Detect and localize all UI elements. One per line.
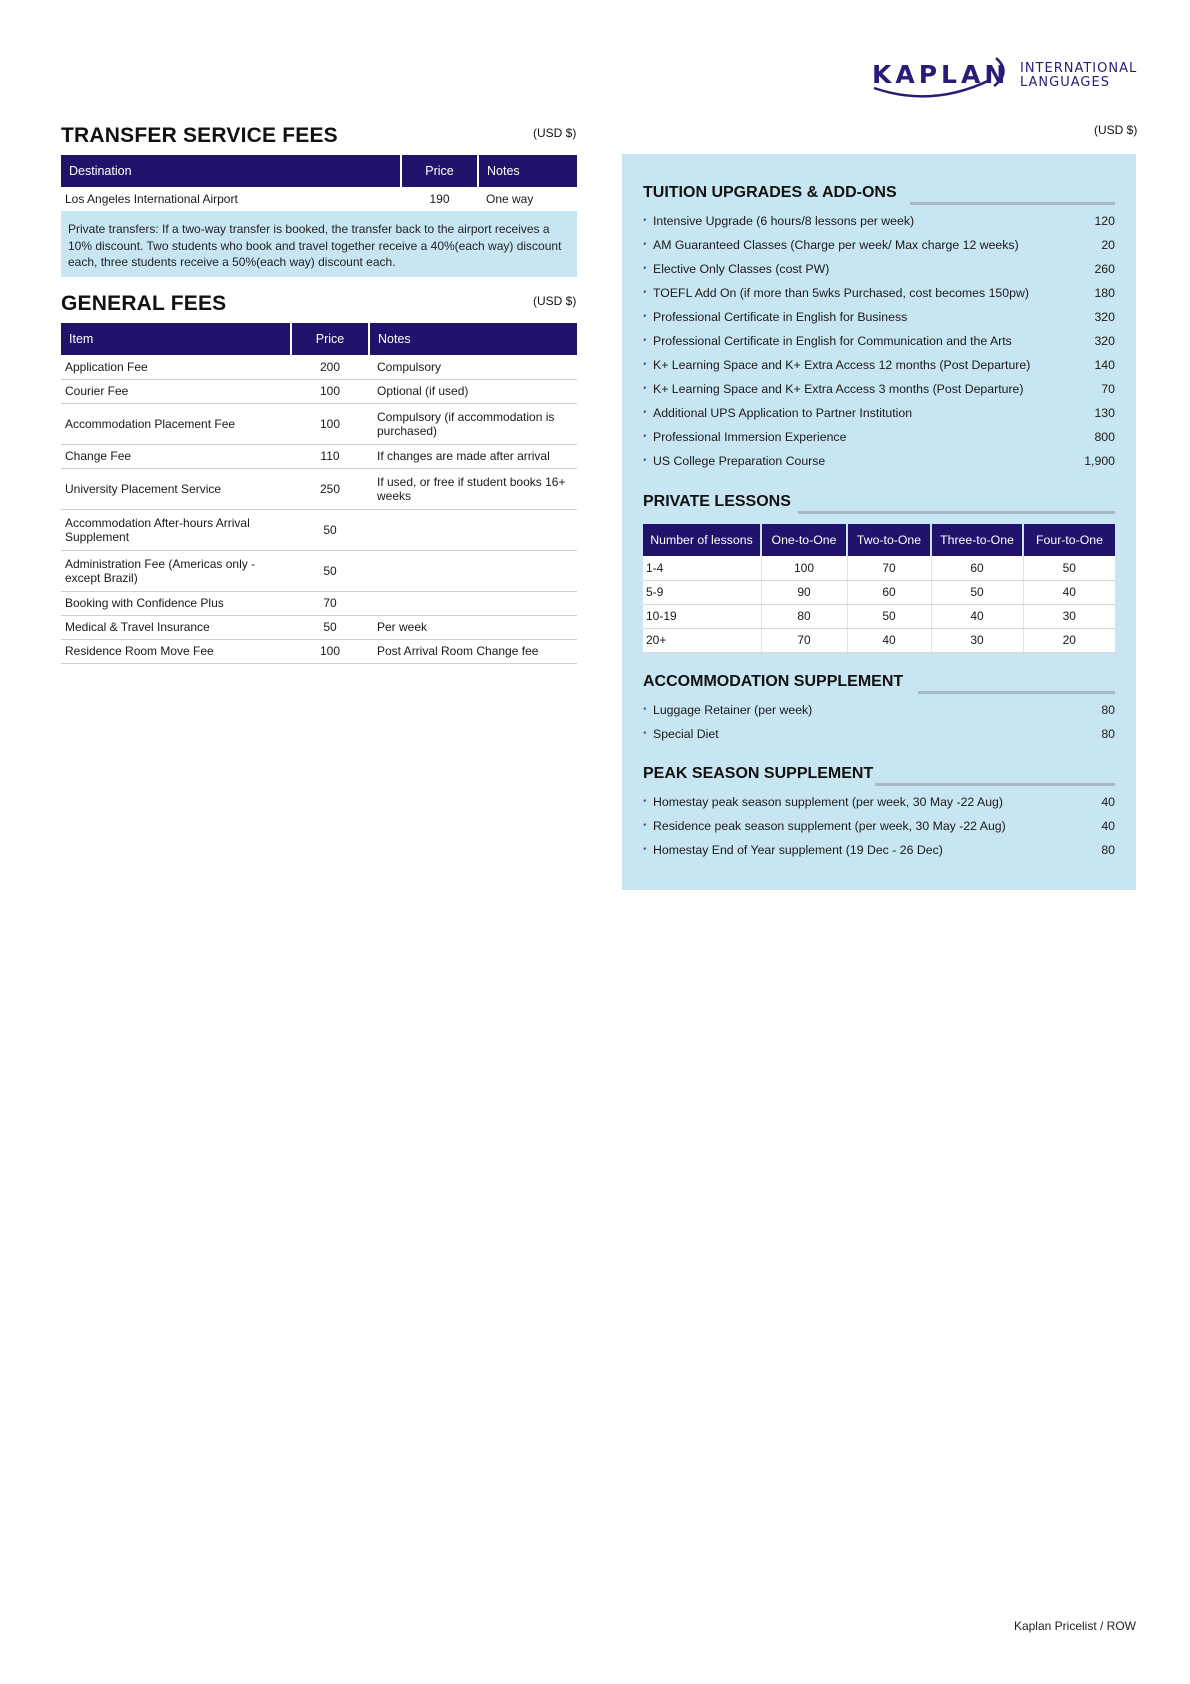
section-divider (798, 511, 1115, 514)
price-cell: 100 (761, 556, 847, 580)
table-row (61, 615, 577, 639)
price-cell: 50 (931, 580, 1023, 604)
notes-cell: Per week (369, 615, 577, 639)
col-two-to-one: Two-to-One (847, 524, 931, 556)
transfer-currency: (USD $) (533, 126, 577, 140)
list-item: • Homestay peak season supplement (per week, 30 May -22 Aug) 40 (643, 795, 1115, 809)
price-cell: 50 (291, 615, 369, 639)
table-row (61, 444, 577, 468)
col-price: Price (401, 155, 478, 187)
item-cell: Administration Fee (Americas only - except Brazil) (61, 550, 291, 591)
peak-title: PEAK SEASON SUPPLEMENT (643, 765, 874, 782)
logo-subtitle: INTERNATIONAL LANGUAGES (1020, 61, 1138, 90)
private-lessons-table (643, 524, 1115, 653)
price-cell: 50 (291, 550, 369, 591)
price-cell: 100 (291, 379, 369, 403)
list-item: • Elective Only Classes (cost PW) 260 (643, 262, 1115, 276)
price-cell: 50 (1023, 556, 1115, 580)
item-cell: Courier Fee (61, 379, 291, 403)
item-cell: Application Fee (61, 355, 291, 379)
table-row (61, 187, 577, 211)
notes-cell: Compulsory (369, 355, 577, 379)
general-title: GENERAL FEES (61, 292, 227, 315)
lessons-cell: 1-4 (643, 556, 761, 580)
price-cell: 100 (291, 403, 369, 444)
list-item: • TOEFL Add On (if more than 5wks Purchased, cost becomes 150pw) 180 (643, 286, 1115, 300)
peak-list (643, 790, 1115, 862)
price-cell: 100 (291, 639, 369, 663)
private-lessons-title: PRIVATE LESSONS (643, 493, 791, 510)
table-row (643, 628, 1115, 652)
price-cell: 50 (847, 604, 931, 628)
destination-cell: Los Angeles International Airport (61, 187, 401, 211)
item-cell: Booking with Confidence Plus (61, 591, 291, 615)
section-divider (875, 783, 1115, 786)
notes-cell: One way (478, 187, 577, 211)
list-item: • Additional UPS Application to Partner Institution 130 (643, 406, 1115, 420)
list-item: • K+ Learning Space and K+ Extra Access 3 months (Post Departure) 70 (643, 382, 1115, 396)
item-cell: Accommodation Placement Fee (61, 403, 291, 444)
section-divider (918, 691, 1115, 694)
notes-cell: If changes are made after arrival (369, 444, 577, 468)
list-item: • Professional Certificate in English for Business 320 (643, 310, 1115, 324)
item-cell: Medical & Travel Insurance (61, 615, 291, 639)
table-row (61, 403, 577, 444)
section-divider (910, 202, 1115, 205)
notes-cell: Compulsory (if accommodation is purchased) (369, 403, 577, 444)
col-four-to-one: Four-to-One (1023, 524, 1115, 556)
price-cell: 30 (931, 628, 1023, 652)
notes-cell (369, 550, 577, 591)
list-item: • Special Diet 80 (643, 727, 1115, 741)
item-cell: Residence Room Move Fee (61, 639, 291, 663)
list-item: • Intensive Upgrade (6 hours/8 lessons per week) 120 (643, 214, 1115, 228)
col-number-of-lessons: Number of lessons (643, 524, 761, 556)
price-cell: 50 (291, 509, 369, 550)
price-cell: 60 (847, 580, 931, 604)
tuition-list (643, 209, 1115, 473)
col-item: Item (61, 323, 291, 355)
list-item: • Residence peak season supplement (per week, 30 May -22 Aug) 40 (643, 819, 1115, 833)
price-cell: 110 (291, 444, 369, 468)
accommodation-list (643, 698, 1115, 746)
list-item: • Professional Immersion Experience 800 (643, 430, 1115, 444)
table-row (61, 509, 577, 550)
general-currency: (USD $) (533, 294, 577, 308)
accommodation-title: ACCOMMODATION SUPPLEMENT (643, 673, 904, 690)
lessons-cell: 10-19 (643, 604, 761, 628)
table-row (643, 604, 1115, 628)
list-item: • K+ Learning Space and K+ Extra Access 12 months (Post Departure) 140 (643, 358, 1115, 372)
table-row (643, 580, 1115, 604)
price-cell: 70 (761, 628, 847, 652)
table-row (643, 556, 1115, 580)
list-item: • Luggage Retainer (per week) 80 (643, 703, 1115, 717)
list-item: • Professional Certificate in English for Communication and the Arts 320 (643, 334, 1115, 348)
notes-cell: Optional (if used) (369, 379, 577, 403)
col-notes: Notes (369, 323, 577, 355)
col-notes: Notes (478, 155, 577, 187)
table-row (61, 550, 577, 591)
price-cell: 80 (761, 604, 847, 628)
logo-wordmark: KAPLAN (872, 60, 1010, 89)
table-row (61, 379, 577, 403)
notes-cell: If used, or free if student books 16+ weeks (369, 468, 577, 509)
transfer-note: Private transfers: If a two-way transfer is booked, the transfer back to the airport receives a 10% discount. Two students who book and travel together receive a 40%(each way) discount each, three students receive a 50%(each way) discount each. (61, 211, 577, 277)
price-cell: 40 (847, 628, 931, 652)
item-cell: University Placement Service (61, 468, 291, 509)
col-destination: Destination (61, 155, 401, 187)
price-cell: 70 (291, 591, 369, 615)
table-row (61, 639, 577, 663)
list-item: • AM Guaranteed Classes (Charge per week/ Max charge 12 weeks) 20 (643, 238, 1115, 252)
price-cell: 70 (847, 556, 931, 580)
table-row (61, 355, 577, 379)
addons-panel (622, 154, 1136, 890)
price-cell: 90 (761, 580, 847, 604)
transfer-title: TRANSFER SERVICE FEES (61, 124, 338, 147)
tuition-title: TUITION UPGRADES & ADD-ONS (643, 184, 897, 201)
panel-currency: (USD $) (1094, 123, 1138, 137)
table-row (61, 591, 577, 615)
price-cell: 30 (1023, 604, 1115, 628)
item-cell: Accommodation After-hours Arrival Supplement (61, 509, 291, 550)
price-cell: 190 (401, 187, 478, 211)
kaplan-logo (872, 52, 1142, 106)
page-footer: Kaplan Pricelist / ROW (1013, 1619, 1136, 1633)
price-cell: 20 (1023, 628, 1115, 652)
col-price: Price (291, 323, 369, 355)
price-cell: 40 (1023, 580, 1115, 604)
list-item: • Homestay End of Year supplement (19 Dec - 26 Dec) 80 (643, 843, 1115, 857)
notes-cell: Post Arrival Room Change fee (369, 639, 577, 663)
table-row (61, 468, 577, 509)
lessons-cell: 20+ (643, 628, 761, 652)
notes-cell (369, 591, 577, 615)
lessons-cell: 5-9 (643, 580, 761, 604)
col-one-to-one: One-to-One (761, 524, 847, 556)
price-cell: 60 (931, 556, 1023, 580)
general-table (61, 323, 577, 664)
price-cell: 250 (291, 468, 369, 509)
price-cell: 200 (291, 355, 369, 379)
list-item: • US College Preparation Course 1,900 (643, 454, 1115, 468)
col-three-to-one: Three-to-One (931, 524, 1023, 556)
price-cell: 40 (931, 604, 1023, 628)
item-cell: Change Fee (61, 444, 291, 468)
transfer-table (61, 155, 577, 212)
notes-cell (369, 509, 577, 550)
